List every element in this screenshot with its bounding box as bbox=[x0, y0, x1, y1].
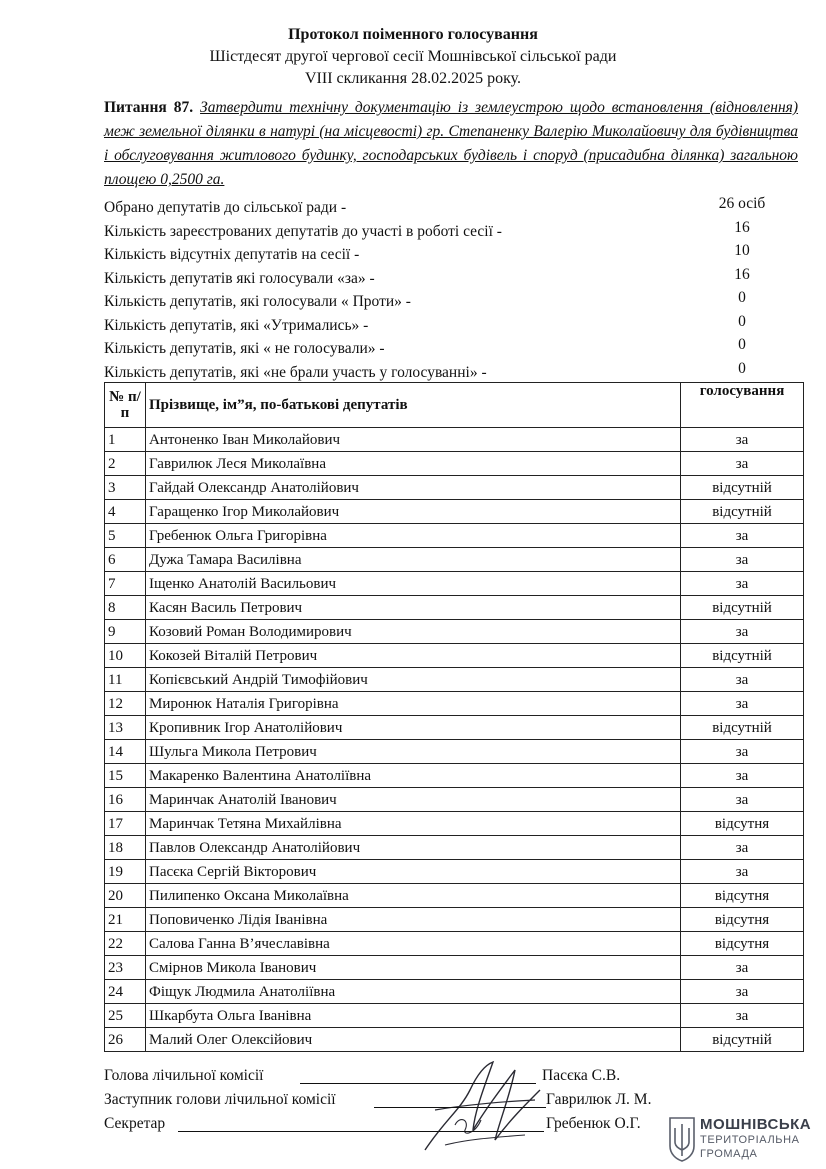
stat-value: 0 bbox=[738, 336, 746, 353]
deputy-name: Пилипенко Оксана Миколаївна bbox=[146, 884, 681, 908]
table-row bbox=[105, 476, 804, 500]
vote-result: за bbox=[681, 788, 804, 812]
row-number: 7 bbox=[105, 572, 146, 596]
stat-label: Кількість депутатів які голосували «за» - bbox=[104, 269, 375, 287]
table-row bbox=[105, 524, 804, 548]
signature-row bbox=[104, 1088, 804, 1112]
stat-row bbox=[104, 243, 804, 267]
signature-person: Гаврилюк Л. М. bbox=[546, 1091, 652, 1108]
table-row bbox=[105, 932, 804, 956]
deputy-name: Миронюк Наталія Григорівна bbox=[146, 692, 681, 716]
vote-result: відсутній bbox=[681, 476, 804, 500]
table-row bbox=[105, 836, 804, 860]
deputy-name: Гайдай Олександр Анатолійович bbox=[146, 476, 681, 500]
deputy-name: Фіщук Людмила Анатоліївна bbox=[146, 980, 681, 1004]
stat-value: 26 осіб bbox=[718, 195, 766, 212]
signature-line bbox=[300, 1083, 536, 1084]
table-row bbox=[105, 908, 804, 932]
deputy-name: Маринчак Анатолій Іванович bbox=[146, 788, 681, 812]
stat-label: Кількість депутатів, які голосували « Проти» - bbox=[104, 293, 411, 310]
vote-result: за bbox=[681, 428, 804, 452]
stat-value: 10 bbox=[734, 242, 750, 259]
table-row bbox=[105, 860, 804, 884]
deputy-name: Касян Василь Петрович bbox=[146, 596, 681, 620]
deputy-name: Салова Ганна В’ячеславівна bbox=[146, 932, 681, 956]
vote-result: за bbox=[681, 764, 804, 788]
vote-result: за bbox=[681, 740, 804, 764]
row-number: 6 bbox=[105, 548, 146, 572]
logo-line-2: ТЕРИТОРІАЛЬНА bbox=[700, 1134, 800, 1146]
table-row bbox=[105, 644, 804, 668]
question-block bbox=[104, 96, 798, 192]
stat-label: Обрано депутатів до сільської ради - bbox=[104, 199, 347, 216]
deputy-name: Гаврилюк Леся Миколаївна bbox=[146, 452, 681, 476]
vote-result: відсутня bbox=[681, 908, 804, 932]
vote-result: за bbox=[681, 620, 804, 644]
stat-label: Кількість депутатів, які «не брали участь у голосуванні» - bbox=[104, 363, 487, 381]
deputy-name: Козовий Роман Володимирович bbox=[146, 620, 681, 644]
vote-result: відсутній bbox=[681, 644, 804, 668]
vote-result: за bbox=[681, 524, 804, 548]
vote-result: за bbox=[681, 956, 804, 980]
signature-role: Секретар bbox=[104, 1115, 166, 1132]
signature-row bbox=[104, 1064, 804, 1088]
vote-result: за bbox=[681, 668, 804, 692]
row-number: 8 bbox=[105, 596, 146, 620]
deputy-name: Шульга Микола Петрович bbox=[146, 740, 681, 764]
deputy-name: Гребенюк Ольга Григорівна bbox=[146, 524, 681, 548]
signature-person: Пасєка С.В. bbox=[542, 1067, 621, 1084]
vote-result: за bbox=[681, 836, 804, 860]
row-number: 11 bbox=[105, 668, 146, 692]
table-row bbox=[105, 1028, 804, 1052]
deputy-name: Кропивник Ігор Анатолійович bbox=[146, 716, 681, 740]
header-name: Прізвище, ім”я, по-батькові депутатів bbox=[146, 383, 681, 428]
row-number: 13 bbox=[105, 716, 146, 740]
convocation-line: VIII скликання 28.02.2025 року. bbox=[304, 70, 522, 87]
deputy-name: Іщенко Анатолій Васильович bbox=[146, 572, 681, 596]
signature-person: Гребенюк О.Г. bbox=[546, 1115, 641, 1132]
vote-result: за bbox=[681, 452, 804, 476]
vote-result: за bbox=[681, 572, 804, 596]
row-number: 16 bbox=[105, 788, 146, 812]
vote-result: за bbox=[681, 860, 804, 884]
table-row bbox=[105, 572, 804, 596]
deputy-name: Павлов Олександр Анатолійович bbox=[146, 836, 681, 860]
stat-value: 0 bbox=[738, 289, 746, 306]
logo-line-3: ГРОМАДА bbox=[700, 1148, 758, 1160]
deputy-name: Антоненко Іван Миколайович bbox=[146, 428, 681, 452]
table-row bbox=[105, 956, 804, 980]
table-row bbox=[105, 740, 804, 764]
protocol-title: Протокол поіменного голосування bbox=[288, 26, 538, 43]
stat-value: 16 bbox=[734, 265, 750, 283]
row-number: 15 bbox=[105, 764, 146, 788]
vote-result: відсутній bbox=[681, 500, 804, 524]
vote-result: відсутня bbox=[681, 932, 804, 956]
vote-table bbox=[104, 382, 804, 1052]
row-number: 12 bbox=[105, 692, 146, 716]
table-row bbox=[105, 884, 804, 908]
stat-row bbox=[104, 267, 804, 291]
logo-line-1: МОШНІВСЬКА bbox=[700, 1116, 812, 1133]
deputy-name: Смірнов Микола Іванович bbox=[146, 956, 681, 980]
table-row bbox=[105, 764, 804, 788]
deputy-name: Кокозей Віталій Петрович bbox=[146, 644, 681, 668]
stat-row bbox=[104, 196, 804, 220]
signature-role: Заступник голови лічильної комісії bbox=[104, 1091, 336, 1108]
row-number: 22 bbox=[105, 932, 146, 956]
table-row bbox=[105, 596, 804, 620]
vote-result: за bbox=[681, 980, 804, 1004]
vote-result: за bbox=[681, 692, 804, 716]
row-number: 4 bbox=[105, 500, 146, 524]
table-row bbox=[105, 788, 804, 812]
table-row bbox=[105, 980, 804, 1004]
stat-row bbox=[104, 290, 804, 314]
row-number: 3 bbox=[105, 476, 146, 500]
table-row bbox=[105, 1004, 804, 1028]
table-row bbox=[105, 428, 804, 452]
stat-row bbox=[104, 314, 804, 338]
signature-role: Голова лічильної комісії bbox=[104, 1067, 264, 1084]
stat-label: Кількість зареєстрованих депутатів до участі в роботі сесії - bbox=[104, 222, 502, 240]
row-number: 19 bbox=[105, 860, 146, 884]
signature-line bbox=[178, 1131, 544, 1132]
deputy-name: Малий Олег Олексійович bbox=[146, 1028, 681, 1052]
community-logo bbox=[668, 1114, 818, 1164]
deputy-name: Дужа Тамара Василівна bbox=[146, 548, 681, 572]
row-number: 20 bbox=[105, 884, 146, 908]
row-number: 17 bbox=[105, 812, 146, 836]
vote-statistics bbox=[104, 196, 804, 384]
signature-line bbox=[374, 1107, 546, 1108]
session-line: Шістдесят другої чергової сесії Мошнівської сільської ради bbox=[209, 48, 617, 65]
row-number: 14 bbox=[105, 740, 146, 764]
table-row bbox=[105, 452, 804, 476]
row-number: 2 bbox=[105, 452, 146, 476]
table-row bbox=[105, 548, 804, 572]
stat-row bbox=[104, 220, 804, 244]
header-num: № п/п bbox=[105, 383, 146, 428]
row-number: 26 bbox=[105, 1028, 146, 1052]
table-row bbox=[105, 812, 804, 836]
vote-result: відсутній bbox=[681, 716, 804, 740]
stat-value: 0 bbox=[738, 359, 746, 377]
vote-result: відсутня bbox=[681, 884, 804, 908]
deputy-name: Пасєка Сергій Вікторович bbox=[146, 860, 681, 884]
stat-label: Кількість депутатів, які « не голосували» - bbox=[104, 340, 385, 357]
table-header-row bbox=[105, 383, 804, 428]
deputy-name: Макаренко Валентина Анатоліївна bbox=[146, 764, 681, 788]
deputy-name: Гаращенко Ігор Миколайович bbox=[146, 500, 681, 524]
row-number: 23 bbox=[105, 956, 146, 980]
deputy-name: Копієвський Андрій Тимофійович bbox=[146, 668, 681, 692]
table-row bbox=[105, 620, 804, 644]
stat-value: 16 bbox=[734, 218, 750, 236]
stat-row bbox=[104, 337, 804, 361]
row-number: 1 bbox=[105, 428, 146, 452]
vote-result: за bbox=[681, 548, 804, 572]
table-row bbox=[105, 692, 804, 716]
deputy-name: Шкарбута Ольга Іванівна bbox=[146, 1004, 681, 1028]
stat-value: 0 bbox=[738, 312, 746, 330]
question-number: Питання 87. bbox=[104, 99, 194, 116]
row-number: 10 bbox=[105, 644, 146, 668]
vote-result: за bbox=[681, 1004, 804, 1028]
stat-label: Кількість відсутніх депутатів на сесії - bbox=[104, 246, 360, 263]
vote-result: відсутній bbox=[681, 1028, 804, 1052]
deputy-name: Поповиченко Лідія Іванівна bbox=[146, 908, 681, 932]
table-row bbox=[105, 716, 804, 740]
deputy-name: Маринчак Тетяна Михайлівна bbox=[146, 812, 681, 836]
vote-result: відсутня bbox=[681, 812, 804, 836]
row-number: 21 bbox=[105, 908, 146, 932]
stat-label: Кількість депутатів, які «Утримались» - bbox=[104, 316, 369, 334]
table-row bbox=[105, 668, 804, 692]
row-number: 25 bbox=[105, 1004, 146, 1028]
table-row bbox=[105, 500, 804, 524]
row-number: 18 bbox=[105, 836, 146, 860]
trident-icon bbox=[668, 1116, 696, 1162]
stat-row bbox=[104, 361, 804, 385]
header-vote: голосування bbox=[681, 383, 804, 428]
row-number: 5 bbox=[105, 524, 146, 548]
row-number: 24 bbox=[105, 980, 146, 1004]
vote-result: відсутній bbox=[681, 596, 804, 620]
question-text: Затвердити технічну документацію із землеустрою щодо встановлення (відновлення) меж земельної ділянки в натурі (на місцевості) гр. Степаненку Валерію Миколайовичу для будівництва і обслуговування житлового будинку, господарських будівель і споруд (присадибна ділянка) загальною площею 0,2500 га. bbox=[104, 99, 799, 188]
row-number: 9 bbox=[105, 620, 146, 644]
